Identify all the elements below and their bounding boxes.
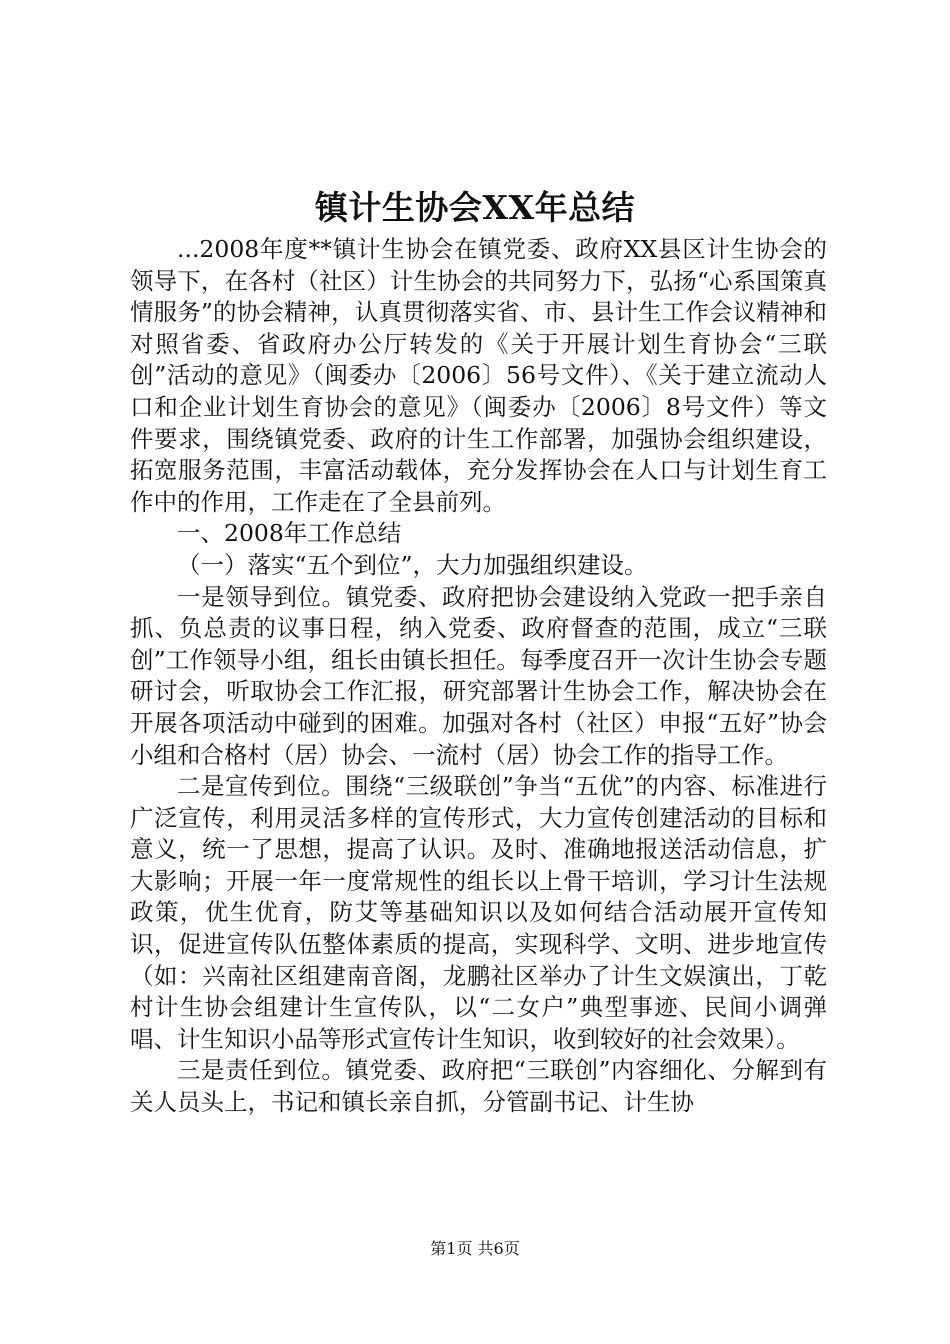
paragraph-responsibility: 三是责任到位。镇党委、政府把“三联创”内容细化、分解到有关人员头上，书记和镇长亲自抓，分管副书记、计生协 [130,1056,827,1117]
page-footer: 第1页 共6页 [430,1239,520,1258]
subsection-heading: （一）落实“五个到位”，大力加强组织建设。 [177,550,648,579]
section-heading: 一、2008年工作总结 [177,519,402,548]
paragraph-publicity: 二是宣传到位。围绕“三级联创”争当“五优”的内容、标准进行广泛宣传，利用灵活多样的宣传形式，大力宣传创建活动的目标和意义，统一了思想，提高了认识。及时、准确地报送活动信息，扩大影响；开展一年一度常规性的组长以上骨干培训，学习计生法规政策，优生优育，防艾等基础知识以及如何结合活动展开宣传知识，促进宣传队伍整体素质的提高，实现科学、文明、进步地宣传（如：兴南社区组建南音阁，龙鹏社区举办了计生文娱演出，丁乾村计生协会组建计生宣传队，以“二女户”典型事迹、民间小调弹唱、计生知识小品等形式宣传计生知识，收到较好的社会效果）。 [130,772,827,1053]
document-body [130,234,827,1119]
paragraph-intro: ...2008年度**镇计生协会在镇党委、政府XX县区计生协会的领导下，在各村（社区）计生协会的共同努力下，弘扬“心系国策真情服务”的协会精神，认真贯彻落实省、市、县计生工作会议精神和对照省委、省政府办公厅转发的《关于开展计划生育协会“三联创”活动的意见》（闽委办〔2006〕56号文件）、《关于建立流动人口和企业计划生育协会的意见》（闽委办〔2006〕8号文件）等文件要求，围绕镇党委、政府的计生工作部署，加强协会组织建设，拓宽服务范围，丰富活动载体，充分发挥协会在人口与计划生育工作中的作用，工作走在了全县前列。 [130,235,827,516]
document-title: 镇计生协会XX年总结 [314,188,636,227]
paragraph-leadership: 一是领导到位。镇党委、政府把协会建设纳入党政一把手亲自抓、负总责的议事日程，纳入党委、政府督查的范围，成立“三联创”工作领导小组，组长由镇长担任。每季度召开一次计生协会专题研讨会，听取协会工作汇报，研究部署计生协会工作，解决协会在开展各项活动中碰到的困难。加强对各村（社区）申报“五好”协会小组和合格村（居）协会、一流村（居）协会工作的指导工作。 [130,582,827,769]
